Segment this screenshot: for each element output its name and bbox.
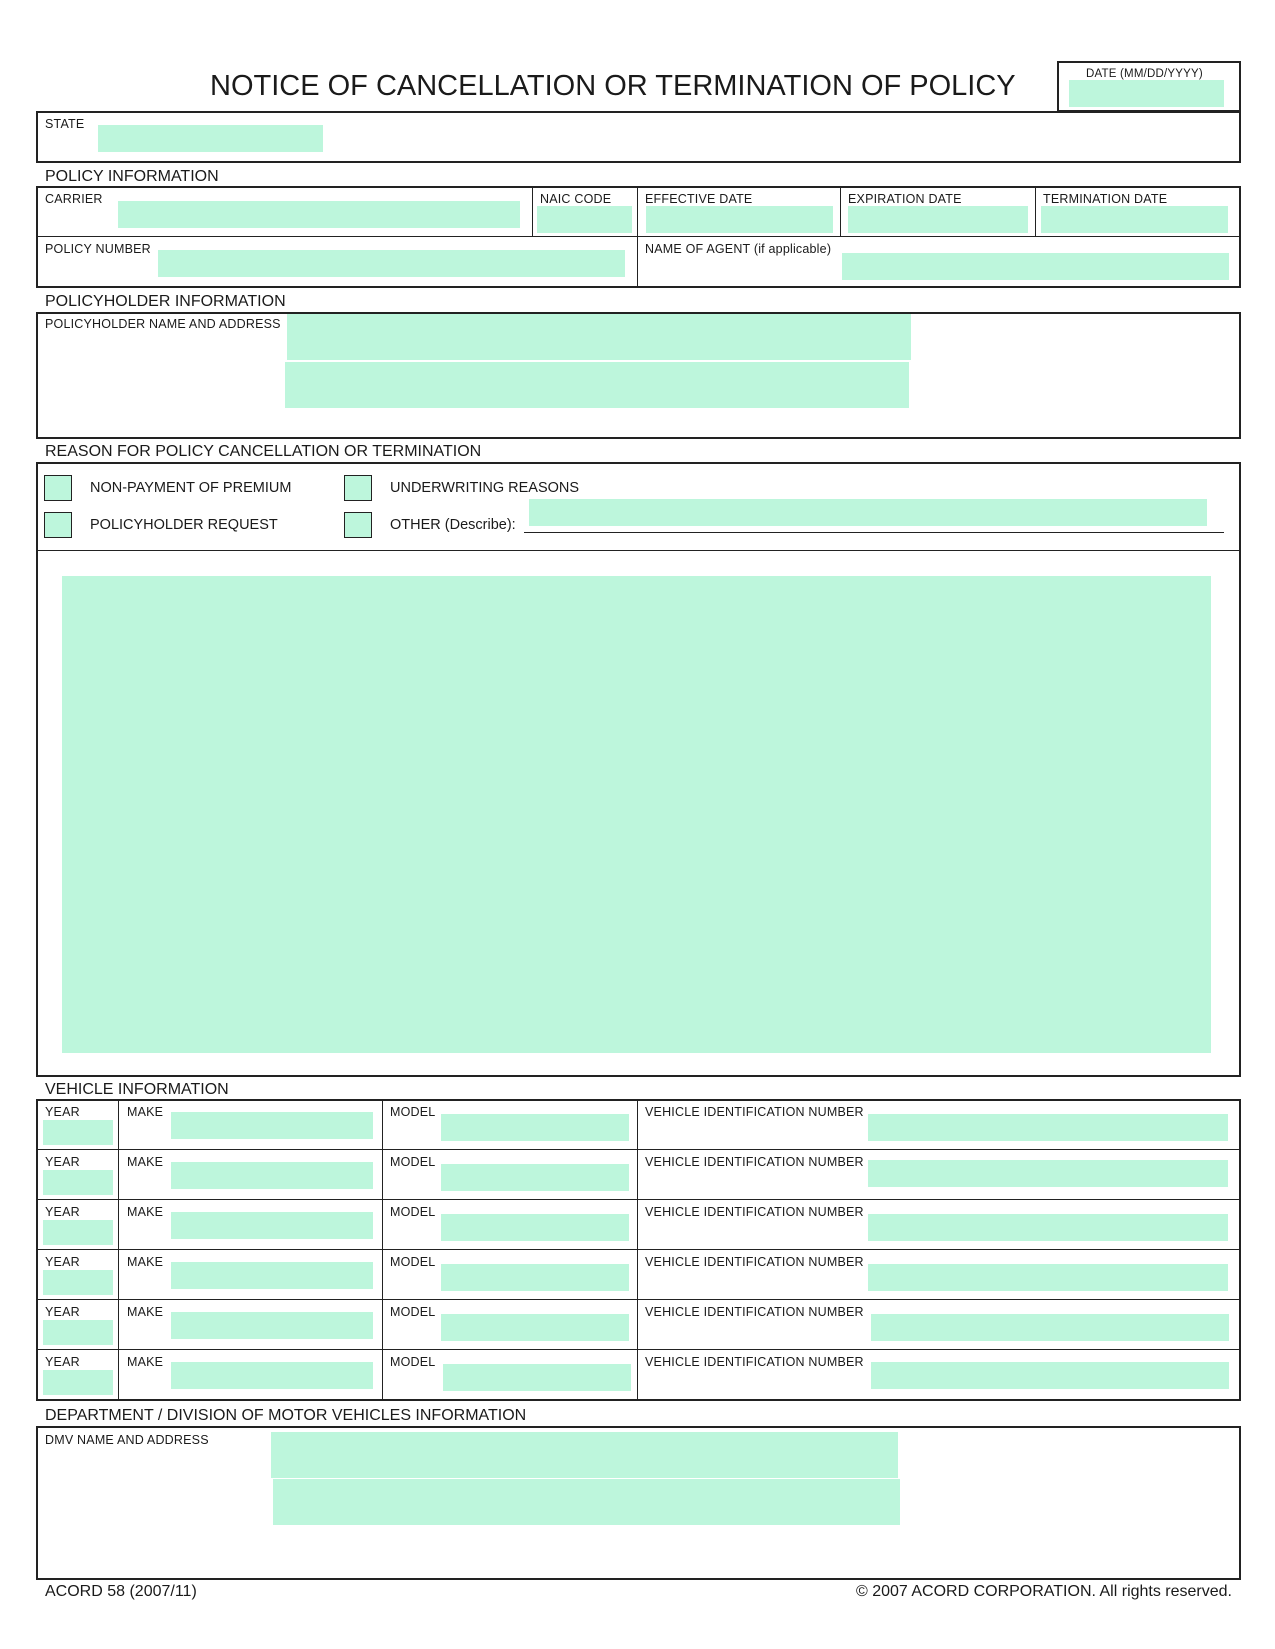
vehicle-5-make-label: MAKE [127,1305,164,1319]
agent-label: NAME OF AGENT (if applicable) [645,242,832,256]
policyholder-name-address-label: POLICYHOLDER NAME AND ADDRESS [45,317,281,331]
vehicle-table [36,1099,1241,1401]
other-describe-field[interactable] [529,499,1207,526]
vehicle-4-year-field[interactable] [43,1270,113,1295]
other-checkbox[interactable] [344,512,372,538]
vehicle-2-model-field[interactable] [441,1164,629,1191]
date-label: DATE (MM/DD/YYYY) [1086,68,1203,80]
naic-label: NAIC CODE [540,192,612,206]
termination-date-field[interactable] [1041,206,1228,233]
dmv-name-address-label: DMV NAME AND ADDRESS [45,1433,209,1447]
vehicle-2-vin-label: VEHICLE IDENTIFICATION NUMBER [645,1155,864,1169]
expiration-date-label: EXPIRATION DATE [848,192,962,206]
other-label: OTHER (Describe): [390,517,516,533]
vehicle-3-make-field[interactable] [171,1212,373,1239]
vehicle-5-model-label: MODEL [390,1305,436,1319]
vehicle-5-make-field[interactable] [171,1312,373,1339]
vehicle-3-model-label: MODEL [390,1205,436,1219]
expiration-date-field[interactable] [848,206,1028,233]
non-payment-checkbox[interactable] [44,475,72,501]
policy-number-field[interactable] [158,250,625,277]
termination-date-label: TERMINATION DATE [1043,192,1168,206]
vehicle-6-make-label: MAKE [127,1355,164,1369]
vehicle-1-vin-label: VEHICLE IDENTIFICATION NUMBER [645,1105,864,1119]
vehicle-3-make-label: MAKE [127,1205,164,1219]
policy-section-title: POLICY INFORMATION [45,168,219,185]
vehicle-2-make-label: MAKE [127,1155,164,1169]
vehicle-6-year-field[interactable] [43,1370,113,1395]
carrier-label: CARRIER [45,192,103,206]
vehicle-3-vin-field[interactable] [868,1214,1228,1241]
vehicle-2-make-field[interactable] [171,1162,373,1189]
form-title: NOTICE OF CANCELLATION OR TERMINATION OF POLICY [210,70,1016,102]
policyholder-request-label: POLICYHOLDER REQUEST [90,517,278,533]
copyright: © 2007 ACORD CORPORATION. All rights reserved. [855,1583,1232,1600]
non-payment-label: NON-PAYMENT OF PREMIUM [90,480,292,496]
vehicle-4-model-field[interactable] [441,1264,629,1291]
vehicle-5-model-field[interactable] [441,1314,629,1341]
agent-field[interactable] [842,253,1229,280]
vehicle-1-model-field[interactable] [441,1114,629,1141]
vehicle-2-model-label: MODEL [390,1155,436,1169]
policyholder-address-field[interactable] [285,362,909,408]
vehicle-section-title: VEHICLE INFORMATION [45,1081,229,1098]
carrier-field[interactable] [118,201,520,228]
dmv-address-field[interactable] [273,1479,900,1525]
vehicle-6-model-label: MODEL [390,1355,436,1369]
vehicle-5-year-label: YEAR [45,1305,80,1319]
vehicle-5-vin-label: VEHICLE IDENTIFICATION NUMBER [645,1305,864,1319]
vehicle-1-make-field[interactable] [171,1112,373,1139]
vehicle-3-year-label: YEAR [45,1205,80,1219]
vehicle-1-year-field[interactable] [43,1120,113,1145]
date-field[interactable] [1069,80,1224,107]
effective-date-label: EFFECTIVE DATE [645,192,753,206]
other-describe-underline [524,532,1224,533]
vehicle-4-model-label: MODEL [390,1255,436,1269]
policyholder-section-title: POLICYHOLDER INFORMATION [45,293,286,310]
vehicle-5-vin-field[interactable] [871,1314,1229,1341]
vehicle-6-model-field[interactable] [443,1364,631,1391]
form-id: ACORD 58 (2007/11) [45,1583,197,1600]
effective-date-field[interactable] [646,206,833,233]
vehicle-1-vin-field[interactable] [868,1114,1228,1141]
policyholder-request-checkbox[interactable] [44,512,72,538]
vehicle-4-vin-field[interactable] [868,1264,1228,1291]
vehicle-2-year-field[interactable] [43,1170,113,1195]
vehicle-5-year-field[interactable] [43,1320,113,1345]
vehicle-1-model-label: MODEL [390,1105,436,1119]
vehicle-6-vin-field[interactable] [871,1362,1229,1389]
vehicle-6-make-field[interactable] [171,1362,373,1389]
underwriting-label: UNDERWRITING REASONS [390,480,580,496]
vehicle-4-vin-label: VEHICLE IDENTIFICATION NUMBER [645,1255,864,1269]
vehicle-1-make-label: MAKE [127,1105,164,1119]
vehicle-4-make-label: MAKE [127,1255,164,1269]
vehicle-2-vin-field[interactable] [868,1160,1228,1187]
underwriting-checkbox[interactable] [344,475,372,501]
vehicle-2-year-label: YEAR [45,1155,80,1169]
policy-number-label: POLICY NUMBER [45,242,151,256]
vehicle-6-vin-label: VEHICLE IDENTIFICATION NUMBER [645,1355,864,1369]
dmv-section-title: DEPARTMENT / DIVISION OF MOTOR VEHICLES INFORMATION [45,1407,527,1424]
vehicle-4-make-field[interactable] [171,1262,373,1289]
vehicle-3-vin-label: VEHICLE IDENTIFICATION NUMBER [645,1205,864,1219]
vehicle-3-year-field[interactable] [43,1220,113,1245]
naic-field[interactable] [537,206,632,233]
dmv-name-field[interactable] [271,1432,898,1478]
vehicle-1-year-label: YEAR [45,1105,80,1119]
state-field[interactable] [98,125,323,152]
vehicle-4-year-label: YEAR [45,1255,80,1269]
state-label: STATE [45,117,85,131]
vehicle-3-model-field[interactable] [441,1214,629,1241]
vehicle-6-year-label: YEAR [45,1355,80,1369]
reason-section-title: REASON FOR POLICY CANCELLATION OR TERMINATION [45,443,482,460]
policyholder-name-field[interactable] [287,314,911,360]
reason-details-field[interactable] [62,576,1211,1053]
